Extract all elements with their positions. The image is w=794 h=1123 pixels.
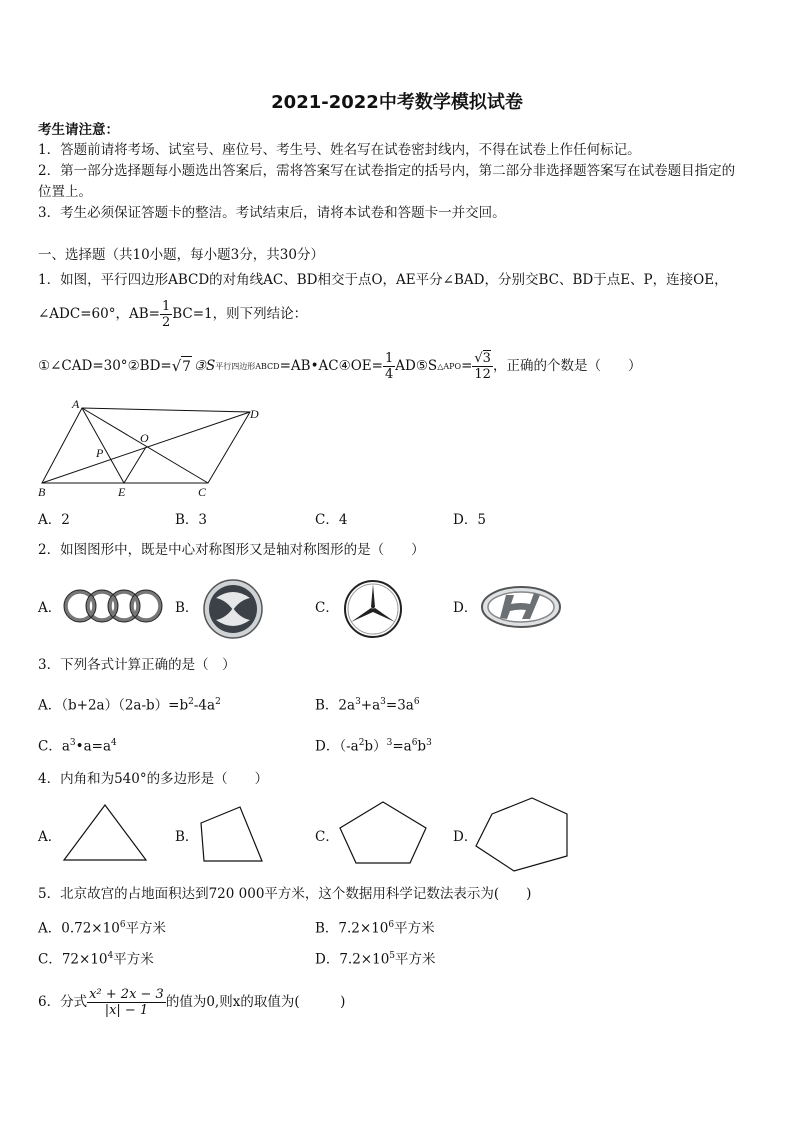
q4-option-c[interactable]: C．	[315, 829, 339, 845]
q6-post: 的值为0,则x的取值为( )	[165, 994, 346, 1010]
q5-b-text: B．7.2×10	[315, 920, 389, 937]
q3-d-eq: =a	[392, 738, 412, 755]
q4-stem: 4．内角和为540°的多边形是（ ）	[38, 771, 269, 787]
q6-pre: 6．分式	[38, 994, 88, 1010]
sqrt-icon: √	[171, 357, 182, 375]
q1-stem-part-b: BC=1，则下列结论：	[172, 306, 308, 322]
audi-rings-icon	[62, 588, 166, 624]
q3-option-a[interactable]	[38, 692, 221, 716]
q3-d-sup2: 3	[386, 738, 393, 748]
q3-d-mid: b）	[364, 738, 387, 755]
q5-stem: 5．北京故宫的占地面积达到720 000平方米，这个数据用科学记数法表示为( )	[38, 886, 532, 902]
q3-a-text: A．（b+2a）（2a-b）=b	[38, 697, 189, 714]
q5-option-c[interactable]	[38, 946, 154, 970]
hexagon-shape	[472, 794, 572, 874]
q1-fraction-denominator: 2	[161, 314, 171, 330]
q3-b-sup2: 3	[380, 697, 386, 707]
q1-option-b[interactable]: B．3	[175, 512, 208, 528]
q3-stem: 3．下列各式计算正确的是（ ）	[38, 657, 236, 673]
q3-option-d[interactable]	[315, 733, 432, 757]
q2-option-b[interactable]: B．	[175, 600, 199, 616]
mercedes-star-icon	[342, 578, 404, 640]
q1-conclusion-4: ④OE=	[338, 358, 383, 374]
notice-item-2-cont: 位置上。	[38, 184, 92, 200]
q3-b-sup1: 3	[355, 697, 361, 707]
q3-b-text: B．2a	[315, 697, 356, 714]
q3-b-mid: +a	[360, 697, 381, 714]
q1-question-tail: ，正确的个数是（ ）	[492, 358, 642, 374]
q3-d-sup1: 2	[358, 738, 365, 748]
q1-c5-numerator	[472, 351, 493, 367]
q3-c-sup2: 4	[111, 738, 117, 748]
q1-conclusion-5-eq: =	[461, 358, 473, 374]
label-a: A	[72, 397, 80, 411]
q1-c4-denominator: 4	[384, 366, 394, 382]
q3-a-sup1: 2	[188, 697, 194, 707]
q2-option-d[interactable]: D．	[453, 600, 478, 616]
section-heading: 一、选择题（共10小题，每小题3分，共30分）	[38, 247, 324, 263]
q5-option-a[interactable]	[38, 915, 166, 939]
label-b: B	[38, 485, 46, 499]
q6-denominator: |x| − 1	[104, 1002, 149, 1018]
triangle-shape	[60, 802, 150, 864]
q5-b-unit: 平方米	[394, 920, 435, 937]
q3-d-mid2: b	[417, 738, 427, 755]
hyundai-logo-icon	[480, 585, 562, 629]
q1-conclusions	[38, 346, 641, 386]
q1-parallelogram-figure	[30, 396, 270, 500]
q1-fraction-numerator: 1	[161, 298, 171, 314]
q3-a-sup2: 2	[215, 697, 221, 707]
q3-c-sup1: 3	[69, 738, 76, 748]
q4-option-d[interactable]: D．	[453, 829, 478, 845]
q1-option-c[interactable]: C．4	[315, 512, 348, 528]
q1-c5-denominator: 12	[474, 366, 491, 382]
q1-conclusion-4-b: AD	[395, 358, 416, 374]
q3-option-c[interactable]	[38, 733, 117, 757]
q5-a-sup: 6	[119, 920, 126, 930]
q5-d-unit: 平方米	[395, 951, 436, 968]
q5-d-sup: 5	[389, 951, 396, 961]
q1-c4-numerator: 1	[384, 350, 394, 366]
label-p: P	[96, 446, 104, 460]
q6-fraction	[87, 987, 166, 1018]
q3-c-mid: •a=a	[75, 738, 111, 755]
sqrt-icon: √	[474, 350, 483, 366]
q1-conclusion-3: ③S	[193, 358, 216, 374]
parallelogram-outline	[42, 408, 250, 483]
q5-c-sup: 4	[107, 951, 114, 961]
notice-item-2: 2．第一部分选择题每小题选出答案后，需将答案写在试卷指定的括号内，第二部分非选择题答案写在试卷题目指定的	[38, 163, 736, 179]
q3-a-mid: -4a	[193, 697, 216, 714]
q5-option-b[interactable]	[315, 915, 435, 939]
q1-conclusion-2: ②BD=	[127, 358, 172, 374]
q5-option-d[interactable]	[315, 946, 436, 970]
q1-conclusion-3-b: =AB•AC	[279, 358, 339, 374]
q4-option-b[interactable]: B．	[175, 829, 199, 845]
q1-c5-radicand: 3	[482, 350, 491, 366]
q3-d-sup4: 3	[426, 738, 432, 748]
q5-a-unit: 平方米	[125, 920, 167, 937]
notice-heading: 考生请注意：	[38, 122, 119, 138]
q1-conclusion-4-fraction	[383, 351, 395, 382]
q1-fraction	[160, 299, 172, 330]
q1-stem-line2	[38, 296, 307, 332]
page-title: 2021-2022中考数学模拟试卷	[271, 92, 523, 113]
q5-c-unit: 平方米	[113, 951, 154, 968]
q5-a-text: A．0.72×10	[38, 920, 120, 937]
q2-stem: 2．如图图形中，既是中心对称图形又是轴对称图形的是（ ）	[38, 542, 425, 558]
q1-conclusion-2-radicand: 7	[181, 356, 192, 377]
q2-option-a[interactable]: A．	[38, 600, 62, 616]
q3-option-b[interactable]	[315, 692, 420, 716]
q6-numerator: x² + 2x − 3	[89, 986, 164, 1002]
label-c: C	[198, 485, 207, 499]
q3-d-text: D．（-a	[315, 738, 359, 755]
q1-stem-part-a: ∠ADC=60°，AB=	[38, 306, 160, 322]
q2-option-c[interactable]: C．	[315, 600, 339, 616]
label-e: E	[118, 485, 126, 499]
segment-oe	[124, 447, 146, 483]
q1-conclusion-5-sub: △APO	[437, 362, 462, 371]
q1-conclusion-1: ①∠CAD=30°	[38, 358, 128, 374]
q5-b-sup: 6	[388, 920, 395, 930]
q6-stem	[38, 980, 345, 1024]
label-d: D	[250, 407, 259, 421]
q4-option-a[interactable]: A．	[38, 829, 62, 845]
notice-item-3: 3．考生必须保证答题卡的整洁。考试结束后，请将本试卷和答题卡一并交回。	[38, 205, 506, 221]
quadrilateral-shape	[196, 803, 266, 865]
q1-conclusion-5-fraction	[472, 351, 493, 382]
q1-stem-line1: 1．如图，平行四边形ABCD的对角线AC、BD相交于点O，AE平分∠BAD，分别交BC、BD于点E、P，连接OE，	[38, 272, 728, 288]
q3-b-eq: =3a	[385, 697, 414, 714]
q5-d-text: D．7.2×10	[315, 951, 390, 968]
label-o: O	[140, 431, 149, 445]
q3-c-text: C．a	[38, 738, 70, 755]
q1-conclusion-3-sub: 平行四边形ABCD	[215, 362, 280, 371]
q5-c-text: C．72×10	[38, 951, 108, 968]
q1-conclusion-5: ⑤S	[415, 358, 438, 374]
q1-option-d[interactable]: D．5	[453, 512, 486, 528]
q1-option-a[interactable]: A．2	[38, 512, 70, 528]
dongfeng-logo-icon	[202, 578, 264, 640]
q3-d-sup3: 6	[411, 738, 418, 748]
q3-b-sup3: 6	[413, 697, 420, 707]
pentagon-shape	[335, 799, 431, 867]
notice-item-1: 1．答题前请将考场、试室号、座位号、考生号、姓名写在试卷密封线内，不得在试卷上作任何标记。	[38, 142, 641, 158]
